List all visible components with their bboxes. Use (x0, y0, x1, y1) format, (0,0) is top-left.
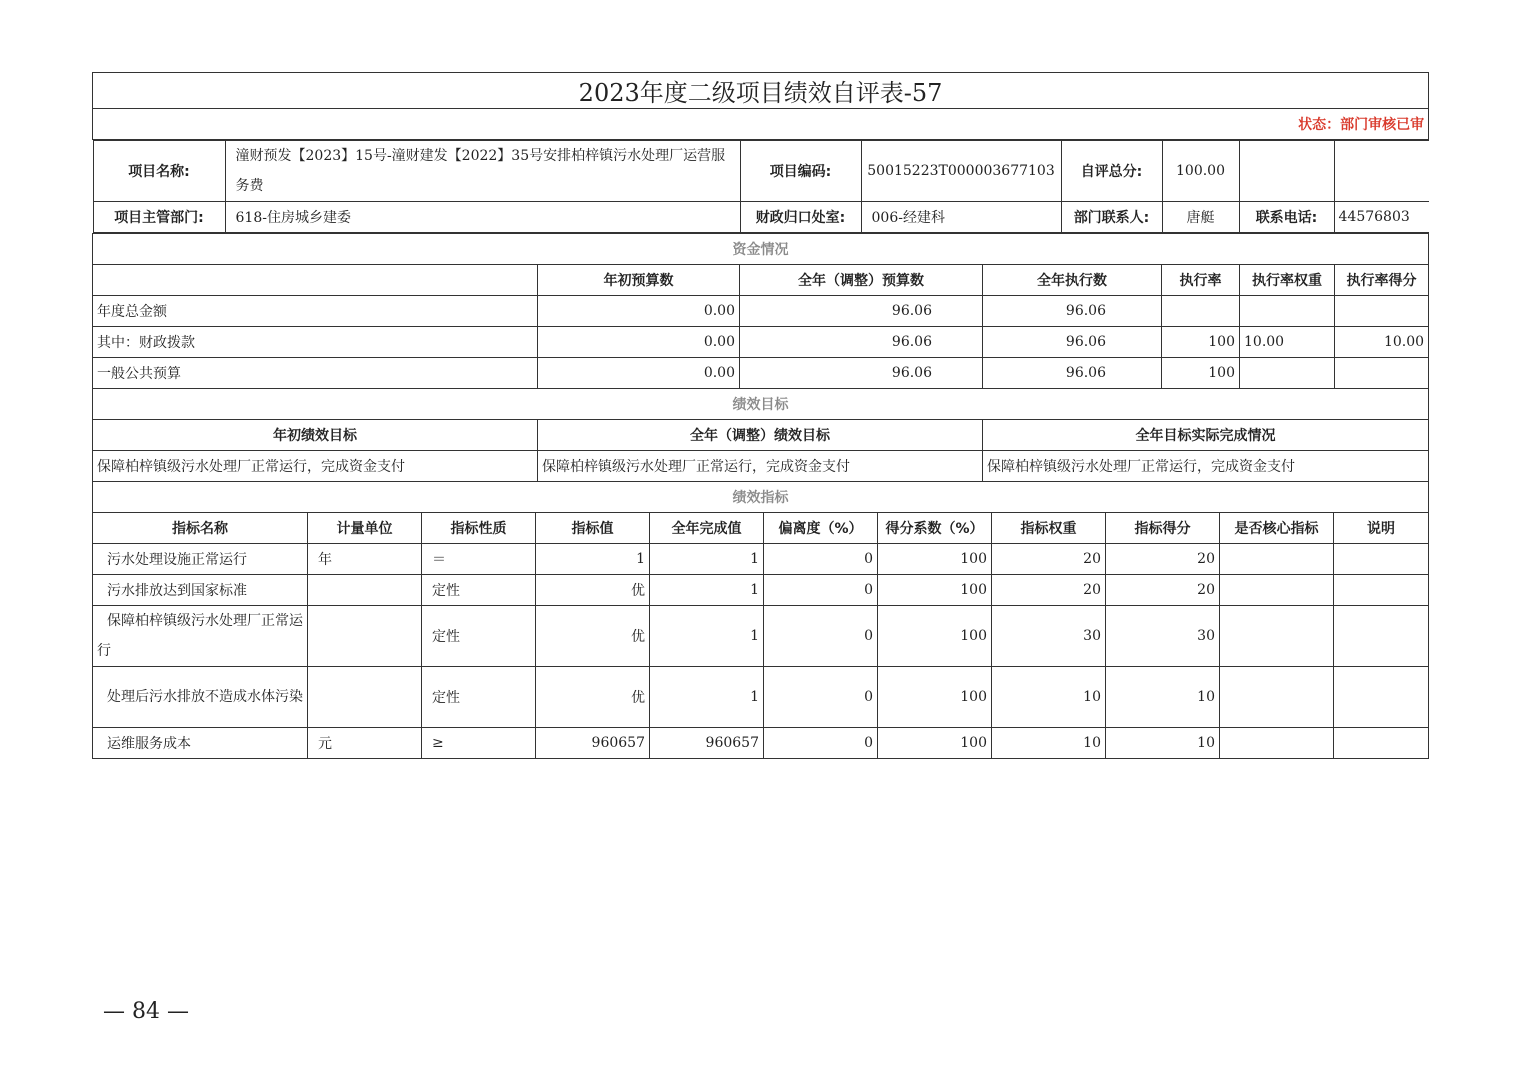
funds-header-blank (93, 265, 538, 296)
funds-adjusted: 96.06 (740, 296, 983, 327)
score-value: 100.00 (1162, 141, 1239, 202)
indicator-target: 优 (536, 667, 650, 728)
indicators-table (92, 512, 1429, 759)
funds-adjusted: 96.06 (740, 358, 983, 389)
indicator-nature: 定性 (422, 667, 536, 728)
indicator-header: 指标名称 (93, 513, 308, 544)
indicator-core (1220, 667, 1334, 728)
indicator-header: 指标性质 (422, 513, 536, 544)
indicator-coef: 100 (878, 728, 992, 759)
indicator-header: 说明 (1334, 513, 1429, 544)
info-funds-table (92, 72, 1429, 420)
indicator-note (1334, 575, 1429, 606)
funds-rate (1162, 296, 1240, 327)
indicator-core (1220, 728, 1334, 759)
contact-label: 部门联系人: (1061, 202, 1162, 233)
project-name-value: 潼财预发【2023】15号-潼财建发【2022】35号安排柏梓镇污水处理厂运营服务费 (225, 141, 740, 202)
funds-weight (1240, 296, 1335, 327)
indicator-actual: 1 (650, 544, 764, 575)
funds-executed: 96.06 (983, 358, 1162, 389)
indicator-deviation: 0 (764, 575, 878, 606)
indicator-note (1334, 544, 1429, 575)
indicator-deviation: 0 (764, 667, 878, 728)
indicator-header: 得分系数（%） (878, 513, 992, 544)
funds-row-label: 年度总金额 (93, 296, 538, 327)
indicator-coef: 100 (878, 575, 992, 606)
indicator-target: 优 (536, 606, 650, 667)
empty-cell (1334, 141, 1429, 202)
goals-header: 全年目标实际完成情况 (983, 420, 1429, 451)
phone-label: 联系电话: (1239, 202, 1334, 233)
office-label: 财政归口处室: (740, 202, 861, 233)
funds-header: 执行率权重 (1240, 265, 1335, 296)
goals-header: 年初绩效目标 (93, 420, 538, 451)
indicator-name: 污水处理设施正常运行 (93, 544, 308, 575)
indicator-score: 10 (1106, 667, 1220, 728)
indicator-actual: 1 (650, 667, 764, 728)
goals-value: 保障柏梓镇级污水处理厂正常运行，完成资金支付 (538, 451, 983, 482)
funds-rate: 100 (1162, 358, 1240, 389)
funds-header: 全年（调整）预算数 (740, 265, 983, 296)
project-code-value: 50015223T000003677103 (861, 141, 1061, 202)
indicator-nature: 定性 (422, 606, 536, 667)
indicator-weight: 20 (992, 544, 1106, 575)
funds-score: 10.00 (1335, 327, 1429, 358)
indicator-coef: 100 (878, 544, 992, 575)
indicator-unit (308, 606, 422, 667)
indicator-score: 20 (1106, 544, 1220, 575)
funds-header: 年初预算数 (538, 265, 740, 296)
page-number: — 84 — (103, 999, 189, 1024)
indicator-name: 运维服务成本 (93, 728, 308, 759)
goals-header: 全年（调整）绩效目标 (538, 420, 983, 451)
indicator-header: 是否核心指标 (1220, 513, 1334, 544)
goals-section-title: 绩效目标 (93, 389, 1429, 420)
indicator-coef: 100 (878, 606, 992, 667)
indicator-header: 指标值 (536, 513, 650, 544)
indicator-header: 全年完成值 (650, 513, 764, 544)
indicator-core (1220, 575, 1334, 606)
project-name-label: 项目名称: (93, 141, 225, 202)
indicator-weight: 20 (992, 575, 1106, 606)
funds-weight (1240, 358, 1335, 389)
indicator-name: 保障柏梓镇级污水处理厂正常运行 (93, 606, 308, 667)
indicator-score: 10 (1106, 728, 1220, 759)
evaluation-sheet (92, 72, 1428, 759)
project-info-table (93, 140, 1429, 233)
indicator-weight: 30 (992, 606, 1106, 667)
indicator-actual: 960657 (650, 728, 764, 759)
indicator-target: 1 (536, 544, 650, 575)
funds-score (1335, 358, 1429, 389)
indicator-nature: ≥ (422, 728, 536, 759)
funds-initial: 0.00 (538, 296, 740, 327)
project-code-label: 项目编码: (740, 141, 861, 202)
funds-header: 全年执行数 (983, 265, 1162, 296)
funds-initial: 0.00 (538, 327, 740, 358)
indicator-weight: 10 (992, 667, 1106, 728)
funds-initial: 0.00 (538, 358, 740, 389)
dept-value: 618-住房城乡建委 (225, 202, 740, 233)
indicator-deviation: 0 (764, 606, 878, 667)
indicator-target: 优 (536, 575, 650, 606)
indicator-nature: 定性 (422, 575, 536, 606)
score-label: 自评总分: (1061, 141, 1162, 202)
indicator-header: 指标权重 (992, 513, 1106, 544)
funds-adjusted: 96.06 (740, 327, 983, 358)
indicator-unit (308, 667, 422, 728)
indicator-actual: 1 (650, 606, 764, 667)
funds-section-title: 资金情况 (93, 234, 1429, 265)
empty-cell (1239, 141, 1334, 202)
goals-table (92, 419, 1429, 513)
indicator-nature: ＝ (422, 544, 536, 575)
indicator-name: 处理后污水排放不造成水体污染 (93, 667, 308, 728)
indicator-note (1334, 606, 1429, 667)
phone-value: 44576803 (1334, 202, 1429, 233)
indicator-unit (308, 575, 422, 606)
contact-value: 唐艇 (1162, 202, 1239, 233)
indicator-weight: 10 (992, 728, 1106, 759)
indicator-unit: 元 (308, 728, 422, 759)
funds-score (1335, 296, 1429, 327)
project-info (93, 140, 1429, 234)
indicator-unit: 年 (308, 544, 422, 575)
goals-value: 保障柏梓镇级污水处理厂正常运行，完成资金支付 (983, 451, 1429, 482)
page-title: 2023年度二级项目绩效自评表-57 (93, 73, 1429, 109)
office-value: 006-经建科 (861, 202, 1061, 233)
indicator-core (1220, 544, 1334, 575)
funds-rate: 100 (1162, 327, 1240, 358)
indicator-header: 指标得分 (1106, 513, 1220, 544)
funds-executed: 96.06 (983, 327, 1162, 358)
indicator-actual: 1 (650, 575, 764, 606)
funds-row-label: 一般公共预算 (93, 358, 538, 389)
funds-header: 执行率 (1162, 265, 1240, 296)
indicator-score: 20 (1106, 575, 1220, 606)
goals-value: 保障柏梓镇级污水处理厂正常运行，完成资金支付 (93, 451, 538, 482)
indicator-note (1334, 728, 1429, 759)
indicator-core (1220, 606, 1334, 667)
indicator-note (1334, 667, 1429, 728)
funds-executed: 96.06 (983, 296, 1162, 327)
indicator-deviation: 0 (764, 544, 878, 575)
indicator-header: 偏离度（%） (764, 513, 878, 544)
indicator-header: 计量单位 (308, 513, 422, 544)
indicator-score: 30 (1106, 606, 1220, 667)
dept-label: 项目主管部门: (93, 202, 225, 233)
indicator-coef: 100 (878, 667, 992, 728)
indicators-section-title: 绩效指标 (93, 482, 1429, 513)
funds-header: 执行率得分 (1335, 265, 1429, 296)
funds-row-label: 其中：财政拨款 (93, 327, 538, 358)
funds-weight: 10.00 (1240, 327, 1335, 358)
indicator-deviation: 0 (764, 728, 878, 759)
status-badge: 状态：部门审核已审 (93, 109, 1429, 140)
indicator-name: 污水排放达到国家标准 (93, 575, 308, 606)
indicator-target: 960657 (536, 728, 650, 759)
